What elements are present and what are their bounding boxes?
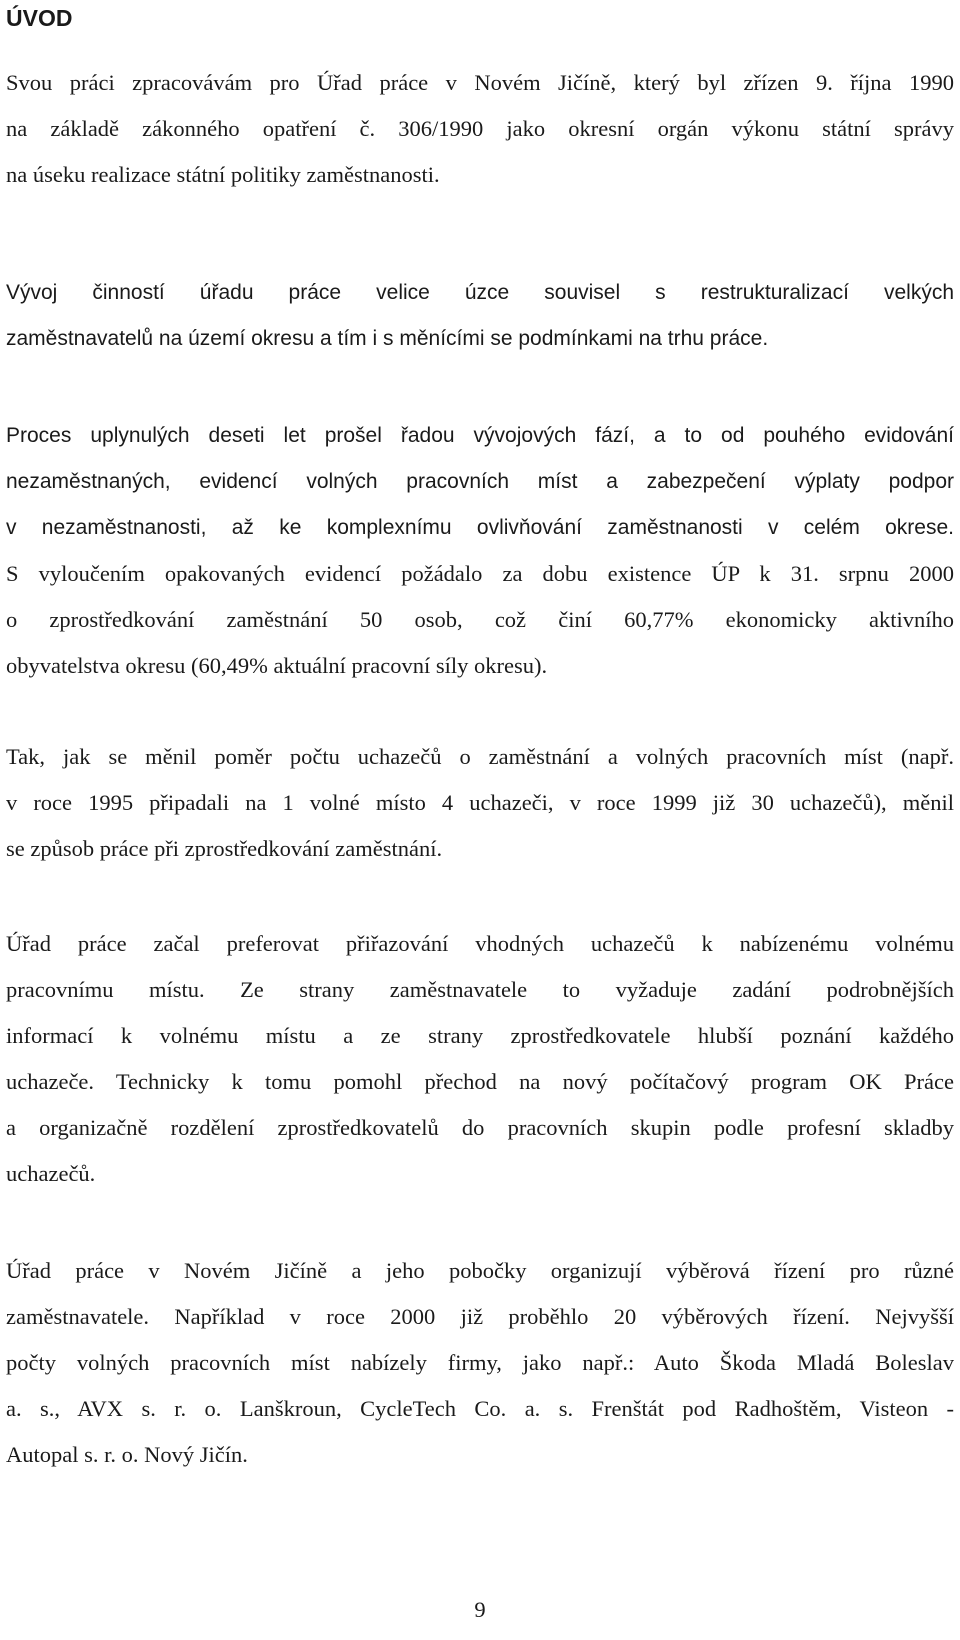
paragraph-line: v nezaměstnanosti, až ke komplexnímu ovlivňování zaměstnanosti v celém okrese. (6, 516, 954, 539)
paragraph-process (6, 413, 954, 689)
paragraph-line: S vyloučením opakovaných evidencí požádalo za dobu existence ÚP k 31. srpnu 2000 (6, 561, 954, 586)
paragraph-line: o zprostředkování zaměstnání 50 osob, což činí 60,77% ekonomicky aktivního (6, 607, 954, 632)
paragraph-line: informací k volnému místu a ze strany zprostředkovatele hlubší poznání každého (6, 1023, 954, 1048)
paragraph-line: se způsob práce při zprostředkování zaměstnání. (6, 836, 443, 861)
paragraph-line: Autopal s. r. o. Nový Jičín. (6, 1442, 248, 1467)
paragraph-line: Proces uplynulých deseti let prošel řadou vývojových fází, a to od pouhého evidování (6, 424, 954, 447)
paragraph-line: uchazeče. Technicky k tomu pomohl přechod na nový počítačový program OK Práce (6, 1069, 954, 1094)
paragraph-ratio (6, 734, 954, 872)
paragraph-line: Svou práci zpracovávám pro Úřad práce v Novém Jičíně, který byl zřízen 9. října 1990 (6, 70, 954, 95)
paragraph-development (6, 270, 954, 362)
paragraph-line: a organizačně rozdělení zprostředkovatelů do pracovních skupin podle profesní skladby (6, 1115, 954, 1140)
paragraph-line: v roce 1995 připadali na 1 volné místo 4 uchazeči, v roce 1999 již 30 uchazečů), měnil (6, 790, 954, 815)
paragraph-line: Vývoj činností úřadu práce velice úzce souvisel s restrukturalizací velkých (6, 281, 954, 304)
paragraph-line: zaměstnavatelů na území okresu a tím i s měnícími se podmínkami na trhu práce. (6, 327, 769, 350)
paragraph-line: pracovnímu místu. Ze strany zaměstnavatele to vyžaduje zadání podrobnějších (6, 977, 954, 1002)
paragraph-line: obyvatelstva okresu (60,49% aktuální pracovní síly okresu). (6, 653, 548, 678)
paragraph-line: Úřad práce v Novém Jičíně a jeho pobočky organizují výběrová řízení pro různé (6, 1258, 954, 1283)
paragraph-line: na úseku realizace státní politiky zaměstnanosti. (6, 162, 440, 187)
paragraph-line: nezaměstnaných, evidencí volných pracovních míst a zabezpečení výplaty podpor (6, 470, 954, 493)
page-number: 9 (474, 1597, 486, 1622)
paragraph-line: zaměstnavatele. Například v roce 2000 již proběhlo 20 výběrových řízení. Nejvyšší (6, 1304, 954, 1329)
paragraph-line: a. s., AVX s. r. o. Lanškroun, CycleTech Co. a. s. Frenštát pod Radhoštěm, Visteon - (6, 1396, 954, 1421)
paragraph-intro (6, 60, 954, 198)
paragraph-selection (6, 1248, 954, 1478)
paragraph-line: počty volných pracovních míst nabízely firmy, jako např.: Auto Škoda Mladá Boleslav (6, 1350, 954, 1375)
paragraph-line: Úřad práce začal preferovat přiřazování vhodných uchazečů k nabízenému volnému (6, 931, 954, 956)
paragraph-line: na základě zákonného opatření č. 306/1990 jako okresní orgán výkonu státní správy (6, 116, 954, 141)
paragraph-line: uchazečů. (6, 1161, 96, 1186)
paragraph-preference (6, 921, 954, 1197)
paragraph-line: Tak, jak se měnil poměr počtu uchazečů o zaměstnání a volných pracovních míst (např. (6, 744, 954, 769)
section-heading: ÚVOD (6, 5, 73, 31)
